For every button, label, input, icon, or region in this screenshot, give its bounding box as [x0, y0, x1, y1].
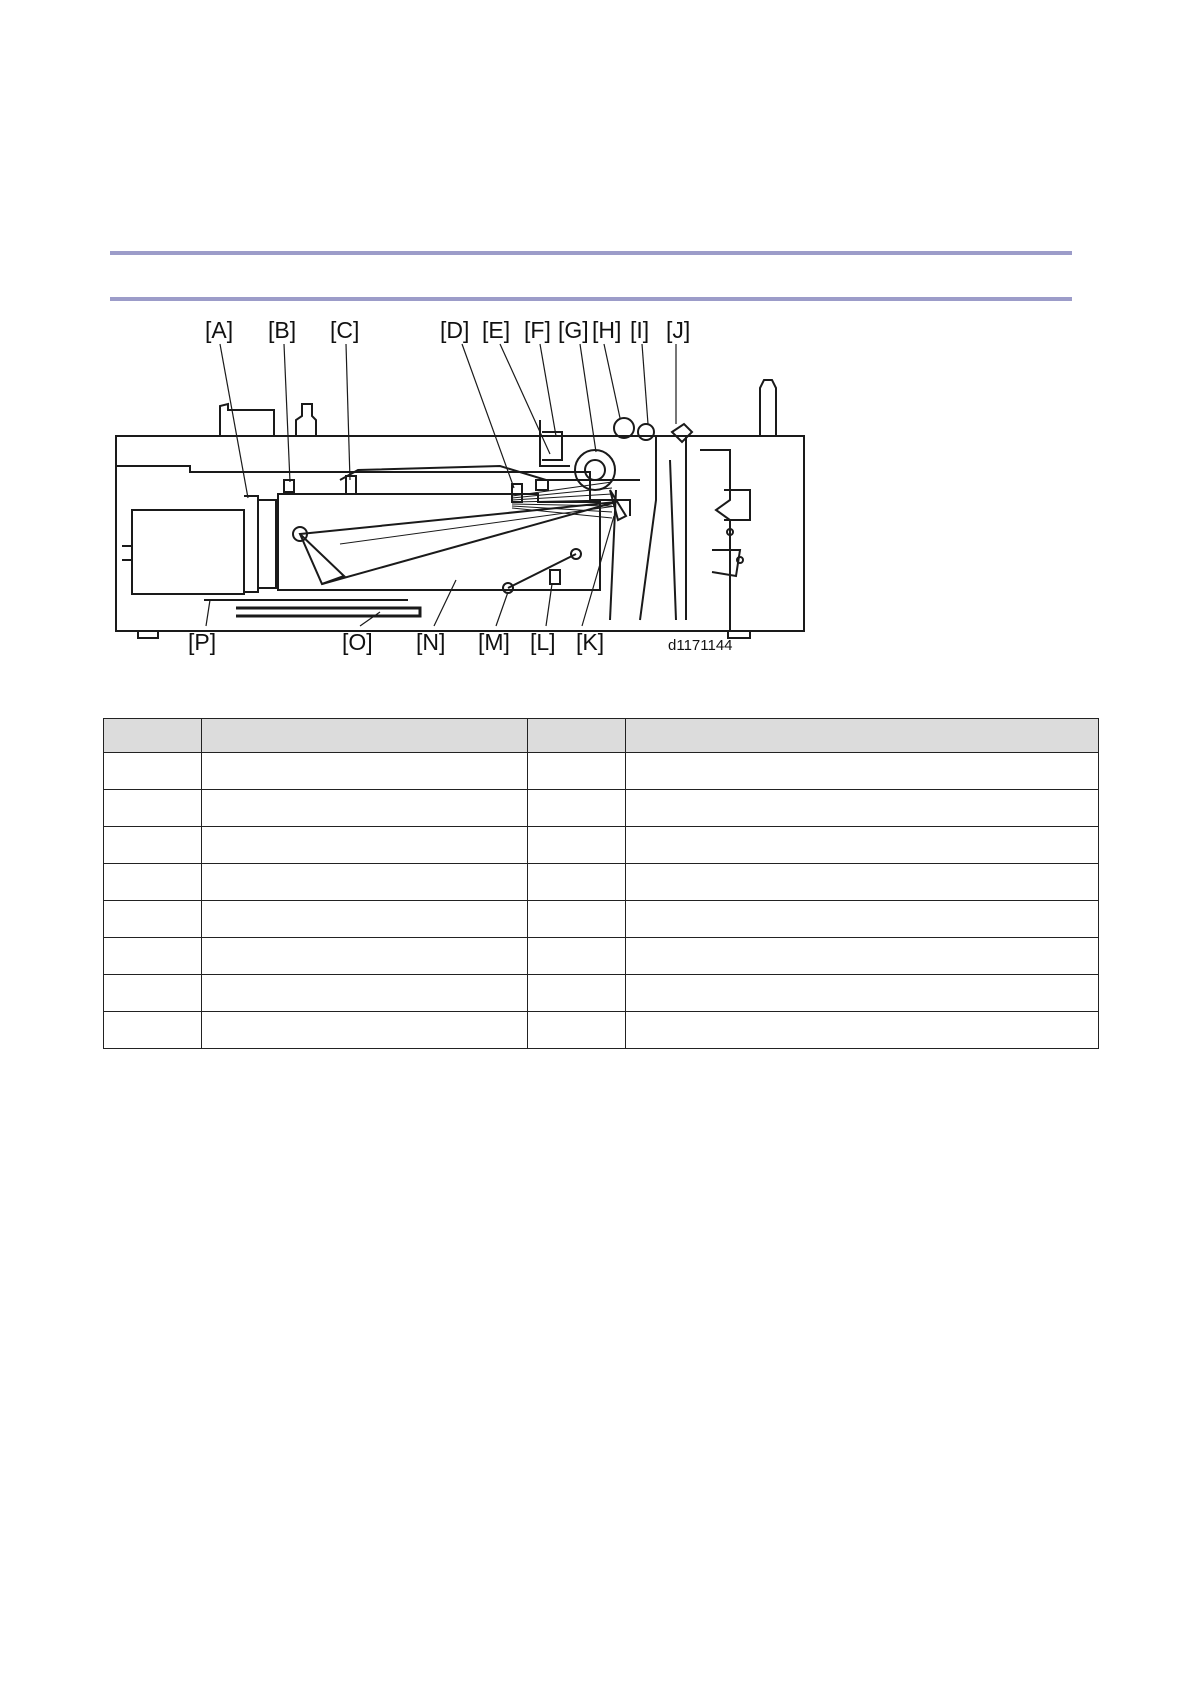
table-cell	[626, 790, 1099, 827]
table-row	[104, 975, 1099, 1012]
table-cell	[528, 975, 626, 1012]
callout-O: [O]	[342, 629, 373, 655]
callout-K: [K]	[576, 629, 605, 655]
table-cell	[626, 753, 1099, 790]
top-block	[220, 404, 274, 436]
figure-code: d1171144	[668, 637, 733, 654]
header-cell	[104, 719, 202, 753]
table-cell	[528, 827, 626, 864]
callout-J: [J]	[666, 320, 691, 343]
switch-L	[550, 570, 560, 584]
callout-A: [A]	[205, 320, 234, 343]
callout-C: [C]	[330, 320, 360, 343]
table-cell	[528, 1012, 626, 1049]
housing-outline	[116, 436, 804, 631]
table-cell	[202, 1012, 528, 1049]
table-cell	[528, 938, 626, 975]
callout-P: [P]	[188, 629, 217, 655]
table-cell	[202, 753, 528, 790]
header-cell	[202, 719, 528, 753]
table-cell	[104, 790, 202, 827]
callout-I: [I]	[630, 320, 650, 343]
callout-M: [M]	[478, 629, 510, 655]
sensor-B	[284, 480, 294, 492]
table-cell	[104, 864, 202, 901]
frame-A	[244, 496, 258, 592]
callout-D: [D]	[440, 320, 470, 343]
table-cell	[202, 901, 528, 938]
callout-L: [L]	[530, 629, 556, 655]
housing-foot-left	[138, 631, 158, 638]
table-row	[104, 790, 1099, 827]
table-cell	[202, 864, 528, 901]
parts-table	[103, 718, 1099, 1049]
callout-E: [E]	[482, 320, 511, 343]
table-cell	[104, 938, 202, 975]
table-cell	[104, 901, 202, 938]
table-cell	[104, 1012, 202, 1049]
table-cell	[528, 901, 626, 938]
plate-O	[236, 608, 420, 616]
table-cell	[528, 790, 626, 827]
mechanism-cross-section-diagram	[100, 320, 840, 700]
table-cell	[626, 938, 1099, 975]
table-row	[104, 938, 1099, 975]
table-cell	[202, 975, 528, 1012]
table-cell	[528, 864, 626, 901]
sheet-fan	[512, 482, 612, 518]
table-cell	[626, 901, 1099, 938]
lever-M	[508, 554, 576, 588]
table-row	[104, 864, 1099, 901]
table-cell	[202, 790, 528, 827]
table-cell	[626, 1012, 1099, 1049]
header-rule-top	[110, 251, 1072, 255]
exit-channel	[640, 436, 656, 620]
callout-F: [F]	[524, 320, 551, 343]
table-cell	[202, 827, 528, 864]
guide-K	[610, 490, 626, 520]
header-cell	[626, 719, 1099, 753]
sensor-C	[346, 476, 356, 494]
sensor-E	[536, 480, 548, 490]
top-knob-left	[296, 404, 316, 436]
table-cell	[104, 827, 202, 864]
motor-block	[132, 510, 244, 594]
table-row	[104, 901, 1099, 938]
table-row	[104, 827, 1099, 864]
table-cell	[626, 827, 1099, 864]
table-header-row	[104, 719, 1099, 753]
table-row	[104, 753, 1099, 790]
callout-N: [N]	[416, 629, 446, 655]
table-cell	[528, 753, 626, 790]
table-row	[104, 1012, 1099, 1049]
top-knob-right	[760, 380, 776, 436]
table-cell	[626, 864, 1099, 901]
roller-I	[638, 424, 654, 440]
callout-B: [B]	[268, 320, 297, 343]
table-cell	[104, 753, 202, 790]
callout-G: [G]	[558, 320, 589, 343]
table-cell	[104, 975, 202, 1012]
callout-H: [H]	[592, 320, 622, 343]
header-rule-bottom	[110, 297, 1072, 301]
table-cell	[626, 975, 1099, 1012]
table-cell	[202, 938, 528, 975]
mechanism-J	[672, 424, 692, 442]
header-cell	[528, 719, 626, 753]
